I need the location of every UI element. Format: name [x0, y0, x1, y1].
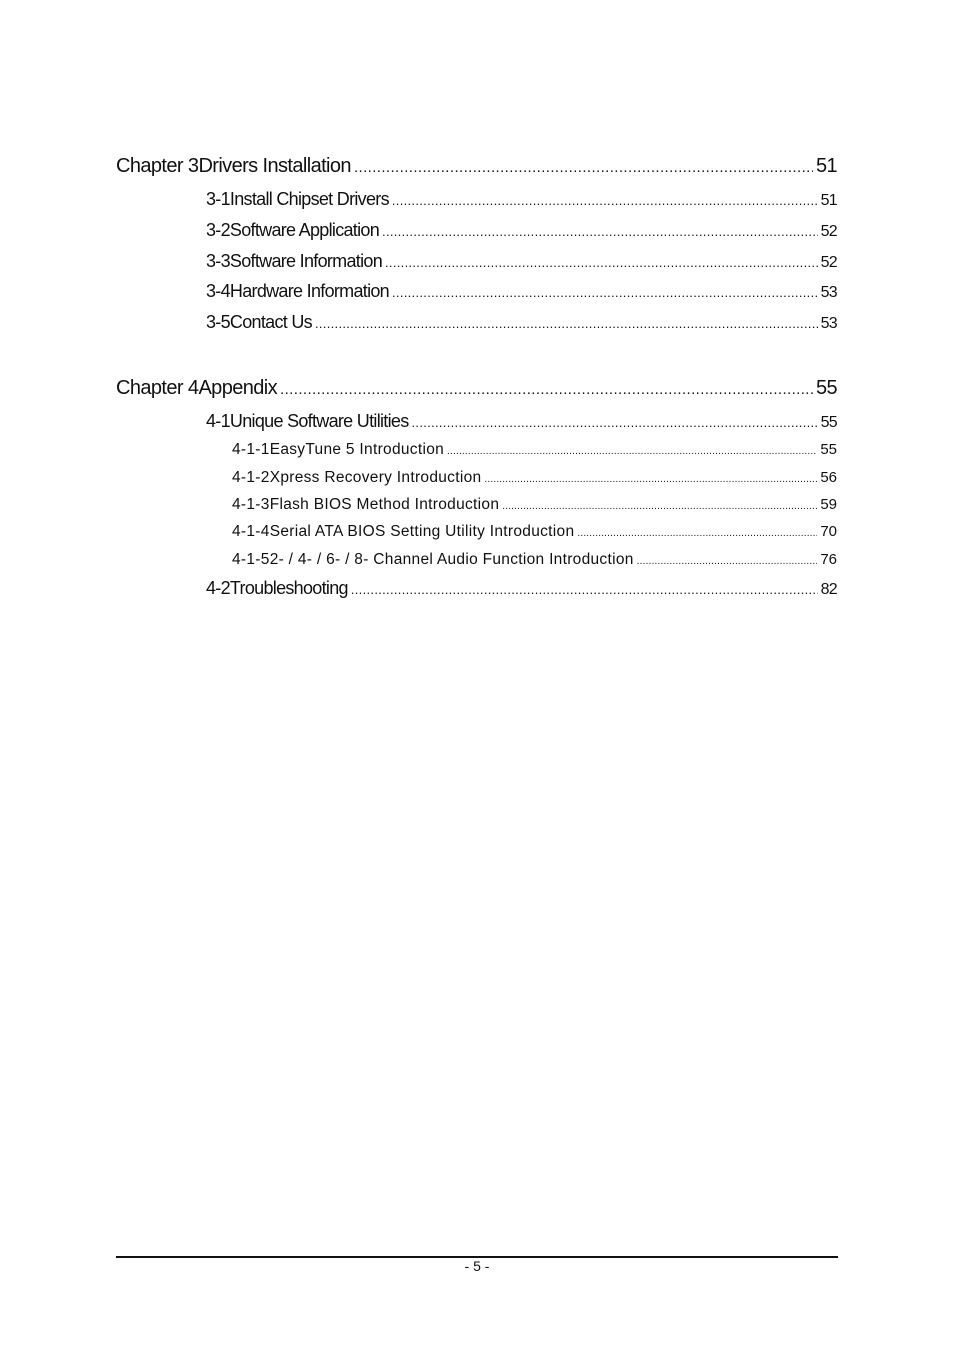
toc-section-3-1[interactable] [206, 189, 837, 210]
subsection-title: Xpress Recovery Introduction [269, 469, 482, 486]
section-title: Software Application [229, 220, 380, 240]
subsection-title: Flash BIOS Method Introduction [269, 496, 500, 513]
dot-leader [385, 255, 818, 270]
section-title: Troubleshooting [229, 578, 348, 598]
toc-subsection-4-1-2[interactable] [232, 469, 837, 487]
page-number: 59 [820, 496, 837, 513]
dot-leader [280, 381, 813, 398]
chapter-number: Chapter 4 [116, 377, 199, 399]
toc-section-4-1[interactable] [206, 411, 837, 432]
dot-leader [354, 159, 813, 176]
chapter-title: Appendix [198, 377, 278, 399]
footer-page-number: - 5 - [464, 1258, 490, 1274]
toc-subsection-4-1-4[interactable] [232, 523, 837, 541]
toc-section-3-5[interactable] [206, 312, 837, 333]
page-number: 53 [820, 284, 837, 301]
toc-chapter-3[interactable] [116, 155, 837, 178]
page-number: 51 [820, 192, 837, 209]
dot-leader [577, 528, 817, 539]
dot-leader [382, 224, 818, 239]
chapter-number: Chapter 3 [116, 155, 199, 177]
page-number: 51 [815, 155, 837, 177]
section-title: Hardware Information [229, 281, 389, 301]
page-number: 52 [820, 223, 837, 240]
section-title: Software Information [229, 251, 383, 271]
page-number: 56 [820, 469, 837, 486]
toc-subsection-4-1-1[interactable] [232, 441, 837, 459]
dot-leader [637, 556, 818, 567]
dot-leader [412, 415, 818, 430]
subsection-title: Serial ATA BIOS Setting Utility Introduction [269, 523, 575, 540]
section-title: Unique Software Utilities [229, 411, 409, 431]
subsection-number: 4-1-4 [232, 523, 270, 540]
dot-leader [502, 501, 817, 512]
section-title: Install Chipset Drivers [229, 189, 389, 209]
subsection-number: 4-1-5 [232, 551, 270, 568]
section-number: 3-1 [206, 189, 230, 209]
chapter-title: Drivers Installation [198, 155, 351, 177]
page-number: 53 [820, 315, 837, 332]
page-number: 82 [820, 581, 837, 598]
page-number: 55 [815, 377, 837, 399]
section-number: 3-2 [206, 220, 230, 240]
page-number: 70 [820, 523, 837, 540]
subsection-number: 4-1-2 [232, 469, 270, 486]
section-number: 4-2 [206, 578, 230, 598]
section-number: 3-3 [206, 251, 230, 271]
dot-leader [315, 316, 818, 331]
toc-chapter-4[interactable] [116, 377, 837, 400]
page-number: 55 [820, 414, 837, 431]
subsection-number: 4-1-3 [232, 496, 270, 513]
dot-leader [392, 285, 818, 300]
page-number: 52 [820, 254, 837, 271]
toc-section-4-2[interactable] [206, 578, 837, 599]
dot-leader [447, 446, 817, 457]
section-title: Contact Us [229, 312, 312, 332]
dot-leader [351, 582, 818, 597]
section-number: 3-5 [206, 312, 230, 332]
dot-leader [392, 193, 818, 208]
section-number: 4-1 [206, 411, 230, 431]
toc-subsection-4-1-3[interactable] [232, 496, 837, 514]
section-number: 3-4 [206, 281, 230, 301]
page-number: 55 [820, 441, 837, 458]
toc-section-3-3[interactable] [206, 251, 837, 272]
toc-section-3-4[interactable] [206, 281, 837, 302]
dot-leader [484, 474, 817, 485]
subsection-number: 4-1-1 [232, 441, 270, 458]
subsection-title: EasyTune 5 Introduction [269, 441, 445, 458]
subsection-title: 2- / 4- / 6- / 8- Channel Audio Function Introduction [269, 551, 634, 568]
page-number: 76 [820, 551, 837, 568]
toc-subsection-4-1-5[interactable] [232, 551, 837, 569]
toc-section-3-2[interactable] [206, 220, 837, 241]
